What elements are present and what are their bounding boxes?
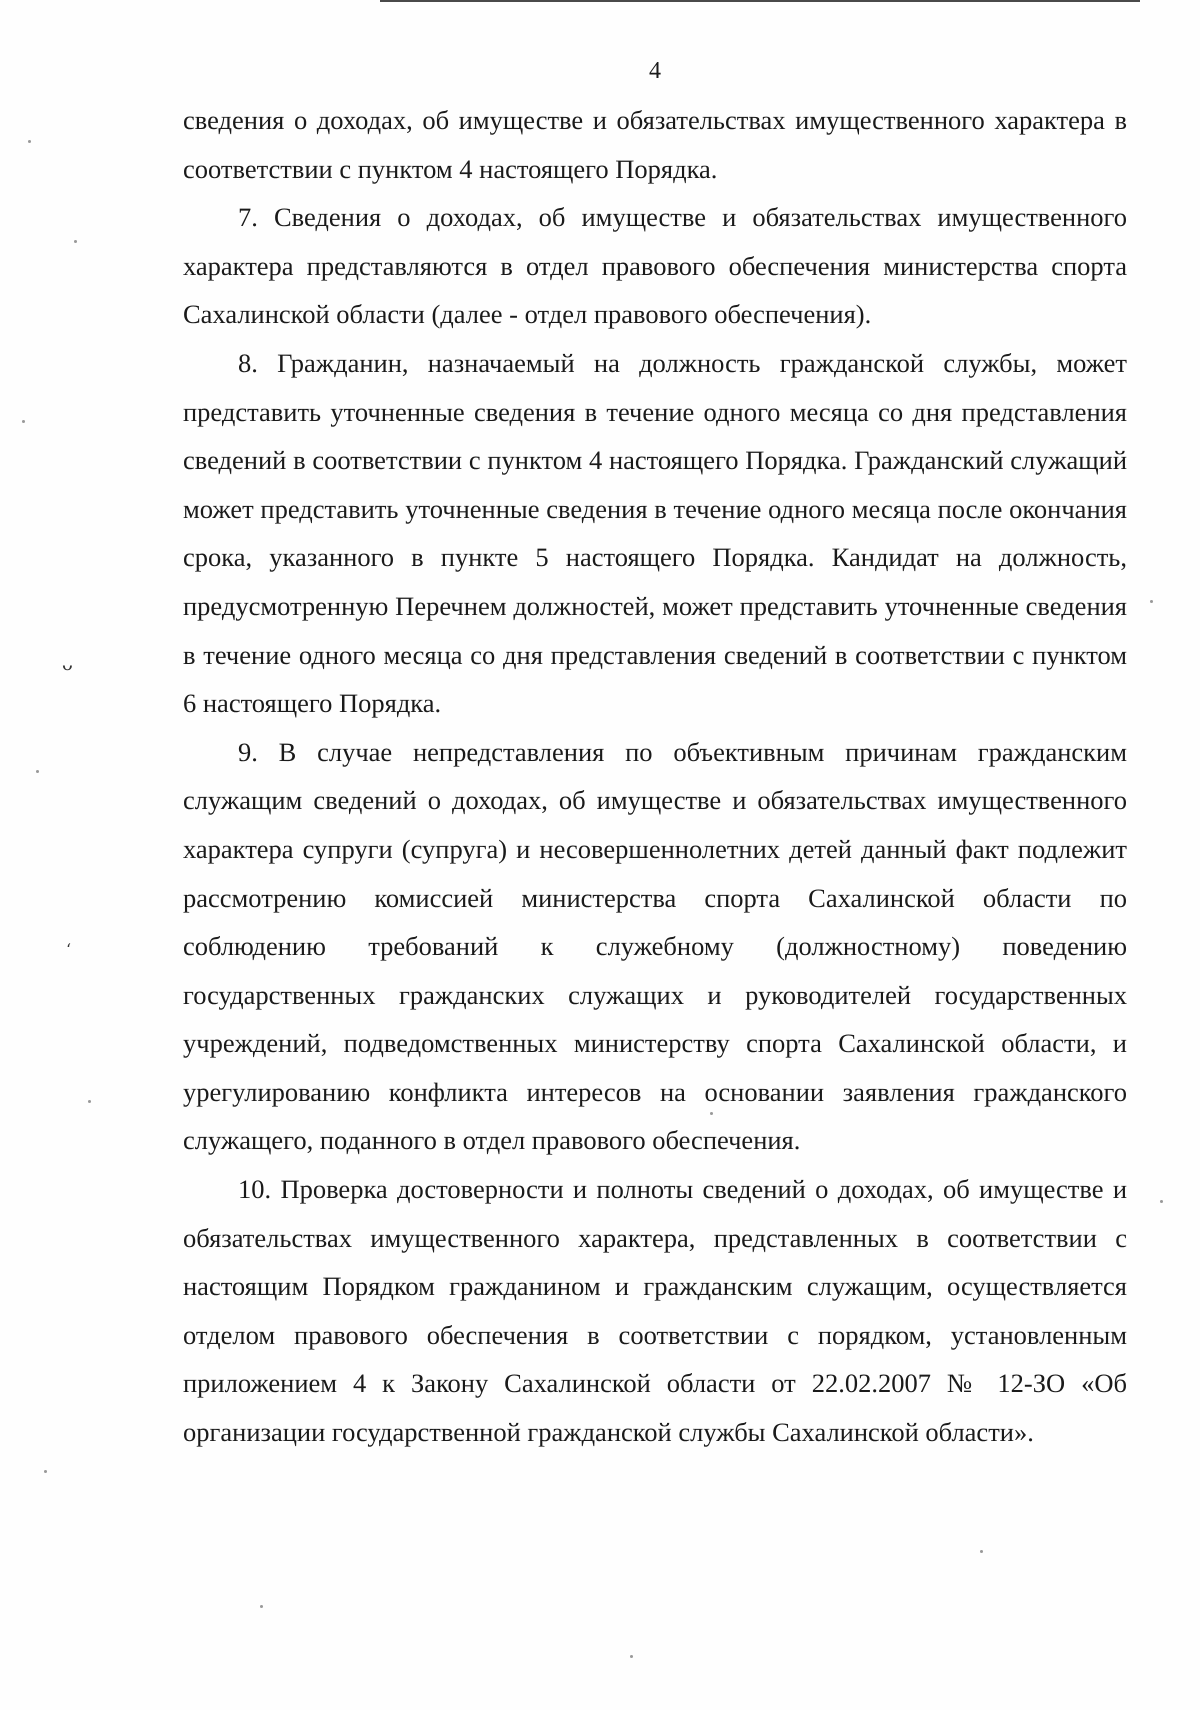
top-edge-line [380, 0, 1140, 2]
scan-speck [630, 1655, 633, 1658]
scan-speck [1150, 600, 1153, 603]
paragraph-8: 8. Гражданин, назначаемый на должность гражданской службы, может представить уточненные сведения в течение одного месяца со дня представления сведений в соответствии с пунктом 4 настоящего Порядка. Гражданский служащий может представить уточненные сведения в течение одного месяца после окончания срока, указанного в пункте 5 настоящего Порядка. Кандидат на должность, предусмотренную Перечнем должностей, может представить уточненные сведения в течение одного месяца со дня представления сведений в соответствии с пунктом 6 настоящего Порядка. [183, 347, 1127, 719]
paragraph-continuation: сведения о доходах, об имуществе и обязательствах имущественного характера в соответствии с пунктом 4 настоящего Порядка. [183, 105, 1127, 184]
scan-speck [22, 420, 25, 423]
scan-speck [980, 1550, 983, 1553]
scan-speck [74, 240, 77, 243]
scan-speck [28, 140, 31, 143]
scan-speck [44, 1470, 47, 1473]
scan-speck [36, 770, 39, 773]
document-body [183, 96, 1127, 1457]
scan-mark: ᴗ [62, 654, 73, 675]
page-number: 4 [649, 58, 661, 84]
scan-mark: ʻ [66, 940, 72, 959]
paragraph-9: 9. В случае непредставления по объективным причинам гражданским служащим сведений о доходах, об имуществе и обязательствах имущественного характера супруги (супруга) и несовершеннолетних детей данный факт подлежит рассмотрению комиссией министерства спорта Сахалинской области по соблюдению требований к служебному (должностному) поведению государственных гражданских служащих и руководителей государственных учреждений, подведомственных министерству спорта Сахалинской области, и урегулированию конфликта интересов на основании заявления гражданского служащего, поданного в отдел правового обеспечения. [183, 736, 1127, 1156]
scan-speck [1160, 1200, 1163, 1203]
paragraph-10: 10. Проверка достоверности и полноты сведений о доходах, об имуществе и обязательствах имущественного характера, представленных в соответствии с настоящим Порядком гражданином и гражданским служащим, осуществляется отделом правового обеспечения в соответствии с порядком, установленным приложением 4 к Закону Сахалинской области от 22.02.2007 № 12-ЗО «Об организации государственной гражданской службы Сахалинской области». [183, 1174, 1127, 1448]
paragraph-7: 7. Сведения о доходах, об имуществе и обязательствах имущественного характера представляются в отдел правового обеспечения министерства спорта Сахалинской области (далее - отдел правового обеспечения). [183, 202, 1127, 330]
scan-speck [88, 1100, 91, 1103]
scan-speck [710, 1112, 713, 1115]
scan-speck [260, 1605, 263, 1608]
